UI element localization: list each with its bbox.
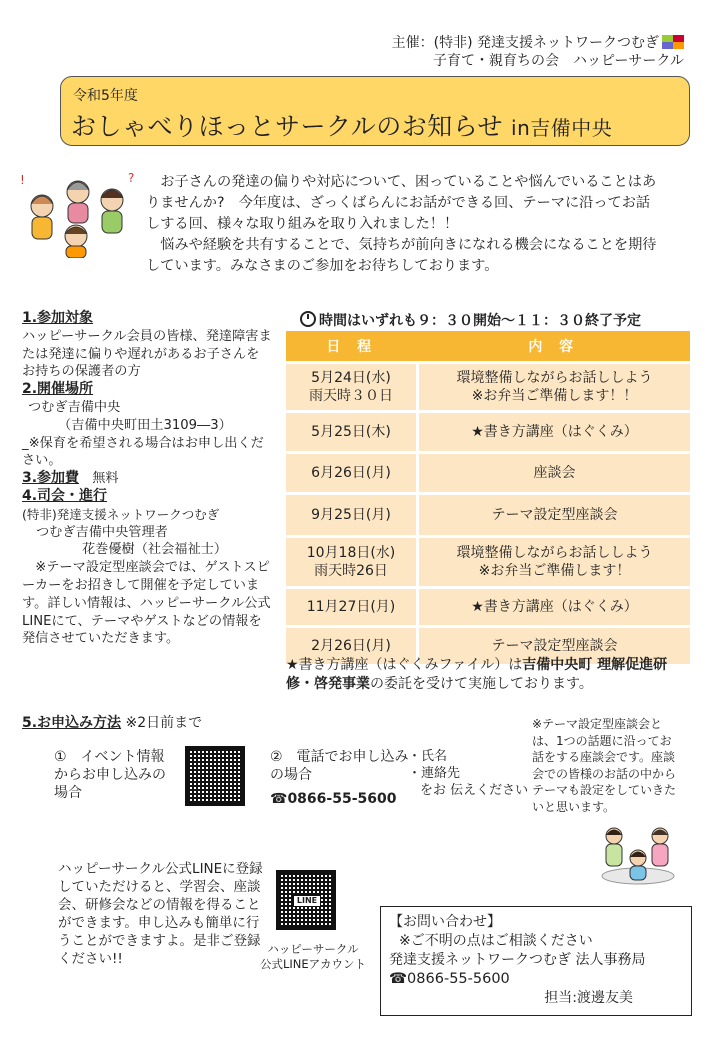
schedule-date: 9月25日(月) bbox=[286, 494, 418, 537]
contact-note: ※ご不明の点はご相談ください bbox=[399, 933, 593, 949]
contact-box bbox=[380, 906, 692, 1016]
fee-heading: 3.参加費 bbox=[22, 470, 80, 487]
apply-heading-row bbox=[22, 712, 202, 732]
schedule-row bbox=[286, 588, 690, 627]
apply-deadline: ※2日前まで bbox=[125, 715, 203, 731]
schedule-content: 環境整備しながらお話ししよう ※お弁当ご準備します！！ bbox=[418, 363, 691, 412]
line-promo-text: ハッピーサークル公式LINEに登録していただけると、学習会、座談会、研修会などの情報を得ることができます。申し込みも簡単に行うことができますよ。是非ご登録ください!! bbox=[58, 861, 263, 967]
venue-heading: 2.開催場所 bbox=[22, 381, 94, 398]
host-note: ※テーマ設定型座談会では、ゲストスピーカーをお招きして開催を予定しています。詳しい情報は、ハッピーサークル公式LINEにて、テーマやゲストなどの情報を発信させていただきます。 bbox=[22, 560, 271, 647]
host-heading: 4.司会・進行 bbox=[22, 487, 108, 504]
host-org: (特非)発達支援ネットワークつむぎ bbox=[22, 506, 220, 522]
schedule-content: ★書き方講座（はぐくみ） bbox=[418, 412, 691, 453]
intro-paragraph-2: 悩みや経験を共有することで、気持ちが前向きになれる機会になることを期待しています。みなさまのご参加をお待ちしております。 bbox=[146, 237, 657, 274]
organizer-line1: 主催：(特非) 発達支援ネットワークつむぎ bbox=[391, 35, 659, 51]
schedule-date: 5月24日(水) 雨天時３０日 bbox=[286, 363, 418, 412]
apply-option-event: ① イベント情報からお申し込みの場合 bbox=[54, 749, 166, 801]
details-column bbox=[22, 310, 272, 648]
venue-name: つむぎ吉備中央 bbox=[28, 399, 121, 415]
fiscal-year: 令和5年度 bbox=[73, 88, 138, 104]
star-course-note: ★書き方講座（はぐくみファイル）は吉備中央町 理解促進研修・啓発事業の委託を受けて実施しております。 bbox=[286, 657, 668, 692]
fee-value: 無料 bbox=[92, 471, 119, 487]
time-note-text: 時間はいずれも９：３０開始～１１：３０終了予定 bbox=[319, 313, 641, 329]
schedule-content: 座談会 bbox=[418, 453, 691, 494]
schedule-content: ★書き方講座（はぐくみ） bbox=[418, 588, 691, 627]
schedule-date: 6月26日(月) bbox=[286, 453, 418, 494]
header-content: 内 容 bbox=[418, 331, 691, 363]
clock-icon bbox=[300, 311, 316, 327]
schedule-row bbox=[286, 537, 690, 588]
title-location: in吉備中央 bbox=[511, 116, 613, 140]
apply-option-phone: ② 電話でお申し込みの場合 ☎0866-55-5600 bbox=[270, 749, 409, 807]
contact-phone[interactable]: ☎0866-55-5600 bbox=[389, 971, 510, 987]
schedule-row bbox=[286, 453, 690, 494]
meeting-illustration bbox=[596, 822, 680, 888]
contact-person: 担当:渡邊友美 bbox=[544, 990, 633, 1006]
intro-paragraph-1: お子さんの発達の偏りや対応について、困っていることや悩んでいることはありませんか? 今年度は、ざっくばらんにお話ができる回、テーマに沿ってお話しする回、様々な取り組みを取り入れました！！ bbox=[146, 174, 657, 232]
talking-people-illustration bbox=[20, 170, 140, 258]
schedule-row bbox=[286, 363, 690, 412]
host-name: 花巻優樹（社会福祉士） bbox=[82, 542, 228, 558]
schedule-table bbox=[286, 331, 690, 667]
schedule-row bbox=[286, 494, 690, 537]
schedule-date: 10月18日(水) 雨天時26日 bbox=[286, 537, 418, 588]
header-date: 日 程 bbox=[286, 331, 418, 363]
contact-heading: 【お問い合わせ】 bbox=[389, 914, 501, 930]
theme-discussion-note: ※テーマ設定型座談会とは、1つの話題に沿ってお話をする座談会です。座談会での皆様のお話の中からテーマも設定をしていきたいと思います。 bbox=[532, 717, 677, 814]
title-banner bbox=[60, 76, 690, 146]
organizer-block bbox=[392, 34, 684, 70]
venue-note: _※保育を希望される場合はお申し出ください。 bbox=[22, 435, 264, 469]
schedule-row bbox=[286, 412, 690, 453]
schedule-date: 5月25日(木) bbox=[286, 412, 418, 453]
event-qr-code[interactable] bbox=[185, 746, 245, 806]
schedule-content: テーマ設定型座談会 bbox=[418, 494, 691, 537]
target-text: ハッピーサークル会員の皆様、発達障害または発達に偏りや遅れがあるお子さんをお持ちの保護者の方 bbox=[22, 328, 272, 380]
title-text: おしゃべりほっとサークルのお知らせ bbox=[71, 112, 504, 141]
svg-text:?: ? bbox=[128, 171, 135, 185]
host-role: つむぎ吉備中央管理者 bbox=[36, 524, 168, 540]
logo-mosaic-icon bbox=[662, 35, 684, 49]
line-qr-caption: ハッピーサークル 公式LINEアカウント bbox=[259, 942, 367, 971]
target-heading: 1.参加対象 bbox=[22, 310, 94, 326]
schedule-content: 環境整備しながらお話ししよう ※お弁当ご準備します！ bbox=[418, 537, 691, 588]
svg-text:!: ! bbox=[20, 173, 25, 187]
schedule-date: 11月27日(月) bbox=[286, 588, 418, 627]
apply-heading: 5.お申込み方法 bbox=[22, 715, 122, 731]
intro-text bbox=[146, 172, 662, 277]
schedule-header-row bbox=[286, 331, 690, 363]
phone-required-info: ・氏名 ・連絡先 をお 伝えください bbox=[408, 749, 529, 798]
schedule-date: 2月26日(月) bbox=[286, 627, 418, 666]
organizer-line2: 子育て・親育ちの会 ハッピーサークル bbox=[432, 53, 684, 69]
line-badge: LINE bbox=[293, 895, 321, 907]
contact-org: 発達支援ネットワークつむぎ 法人事務局 bbox=[389, 952, 646, 968]
phone-number[interactable]: ☎0866-55-5600 bbox=[270, 791, 397, 807]
time-note bbox=[300, 310, 641, 330]
schedule-content: テーマ設定型座談会 bbox=[418, 627, 691, 666]
venue-address: （吉備中央町田土3109―3） bbox=[58, 417, 232, 433]
page-title bbox=[71, 107, 612, 143]
